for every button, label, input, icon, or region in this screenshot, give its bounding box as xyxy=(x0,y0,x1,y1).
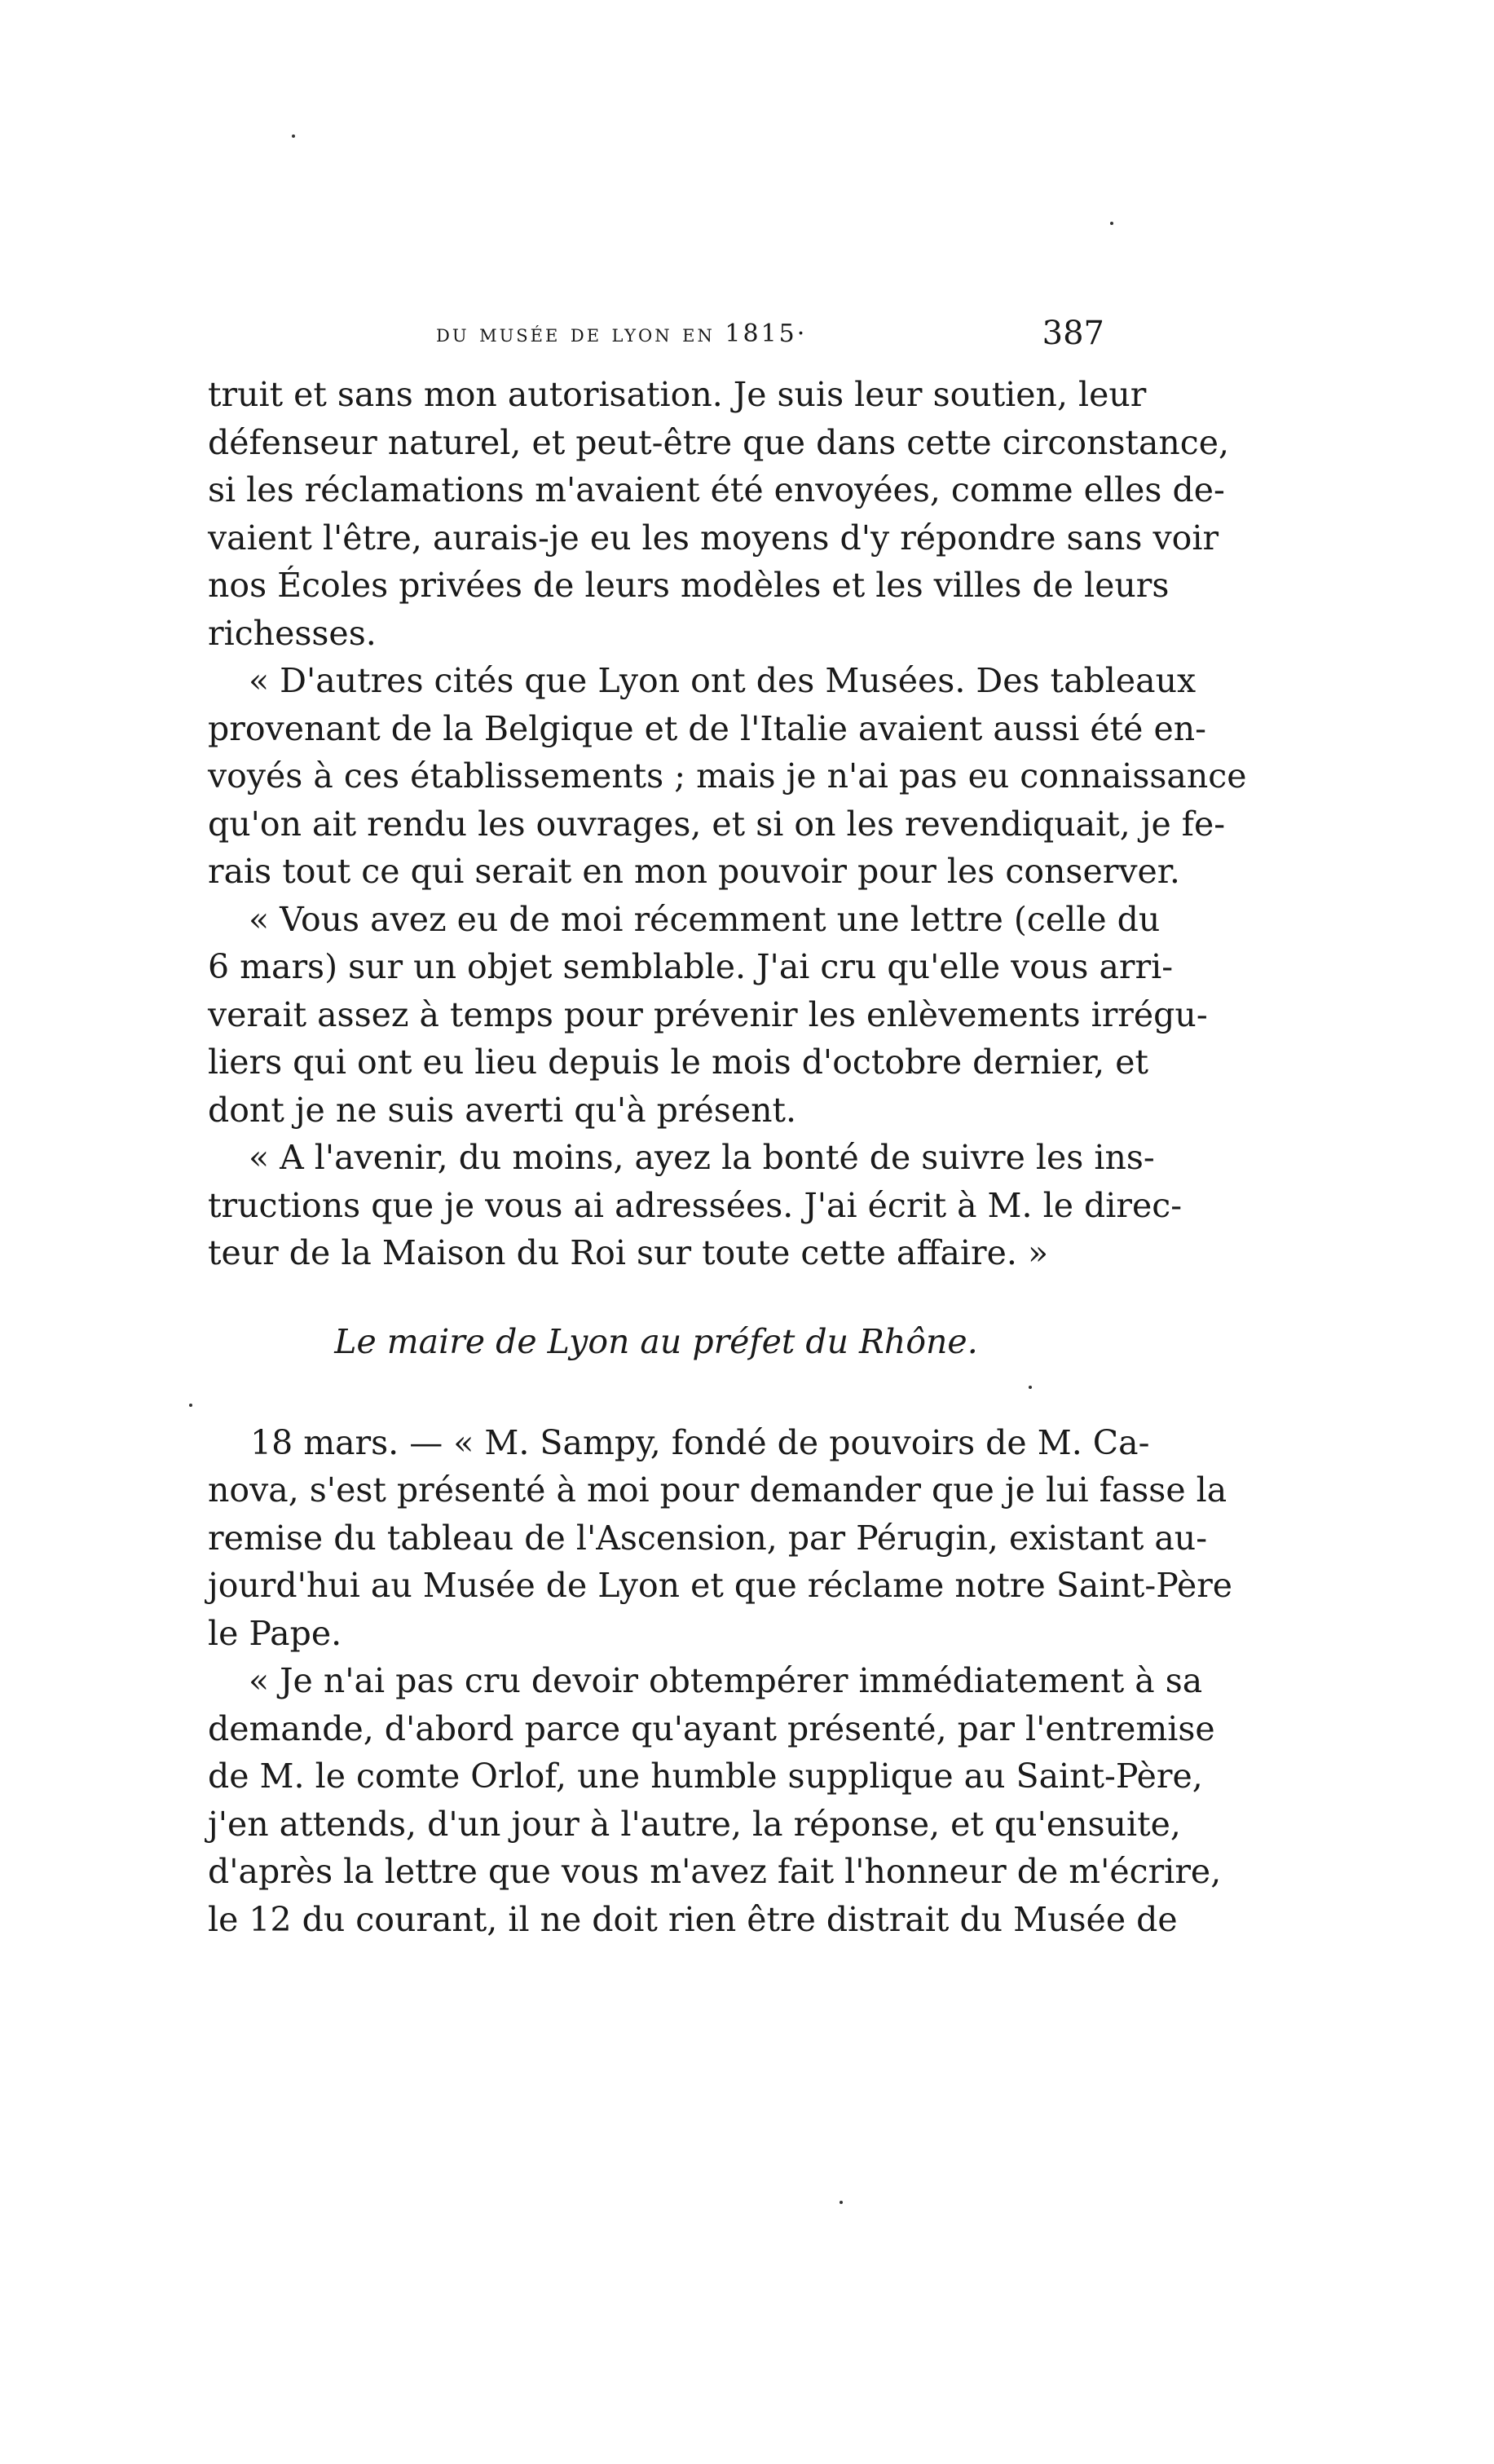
text-line: 6 mars) sur un objet semblable. J'ai cru qu'elle vous arri- xyxy=(208,947,1174,986)
text-line: qu'on ait rendu les ouvrages, et si on les revendiquait, je fe- xyxy=(208,804,1226,844)
paper-speck xyxy=(1110,222,1113,225)
text-line: le 12 du courant, il ne doit rien être distrait du Musée de xyxy=(208,1899,1178,1939)
text-line: rais tout ce qui serait en mon pouvoir pour les conserver. xyxy=(208,852,1180,891)
text-line: dont je ne suis averti qu'à présent. xyxy=(208,1090,797,1130)
paper-speck xyxy=(840,2201,843,2204)
text-line: voyés à ces établissements ; mais je n'ai pas eu connaissance xyxy=(208,756,1247,796)
text-line: 18 mars. — « M. Sampy, fondé de pouvoirs de M. Ca- xyxy=(250,1422,1150,1462)
text-line: verait assez à temps pour prévenir les enlèvements irrégu- xyxy=(208,994,1208,1034)
text-line: provenant de la Belgique et de l'Italie avaient aussi été en- xyxy=(208,708,1206,748)
text-line: demande, d'abord parce qu'ayant présenté, par l'entremise xyxy=(208,1708,1215,1748)
text-line: j'en attends, d'un jour à l'autre, la réponse, et qu'ensuite, xyxy=(208,1804,1181,1844)
text-line: remise du tableau de l'Ascension, par Pérugin, existant au- xyxy=(208,1518,1208,1558)
text-line: nos Écoles privées de leurs modèles et les villes de leurs xyxy=(208,566,1170,605)
text-line: si les réclamations m'avaient été envoyées, comme elles de- xyxy=(208,470,1225,509)
page-number: 387 xyxy=(1042,315,1104,352)
text-line: le Pape. xyxy=(208,1613,342,1653)
letter-heading: Le maire de Lyon au préfet du Rhône. xyxy=(334,1321,978,1361)
text-line: de M. le comte Orlof, une humble supplique au Saint-Père, xyxy=(208,1757,1203,1796)
text-line: truit et sans mon autorisation. Je suis leur soutien, leur xyxy=(208,375,1147,414)
paper-speck xyxy=(189,1404,192,1407)
text-line: tructions que je vous ai adressées. J'ai écrit à M. le direc- xyxy=(208,1185,1183,1225)
running-title: du musée de lyon en 1815· xyxy=(436,320,808,348)
text-line: défenseur naturel, et peut-être que dans cette circonstance, xyxy=(208,422,1230,462)
text-line: liers qui ont eu lieu depuis le mois d'octobre dernier, et xyxy=(208,1042,1148,1082)
text-line: teur de la Maison du Roi sur toute cette affaire. » xyxy=(208,1233,1049,1272)
text-line: « D'autres cités que Lyon ont des Musées. Des tableaux xyxy=(249,661,1197,700)
page-header xyxy=(208,315,1104,368)
paper-speck xyxy=(1029,1386,1032,1389)
body-text xyxy=(208,371,1247,1943)
text-line: richesses. xyxy=(208,613,377,653)
text-line: « Vous avez eu de moi récemment une lettre (celle du xyxy=(249,899,1161,939)
text-line: nova, s'est présenté à moi pour demander que je lui fasse la xyxy=(208,1470,1227,1510)
text-line: « A l'avenir, du moins, ayez la bonté de suivre les ins- xyxy=(249,1138,1155,1177)
text-line: vaient l'être, aurais-je eu les moyens d'y répondre sans voir xyxy=(208,518,1219,558)
text-line: jourd'hui au Musée de Lyon et que réclame notre Saint-Père xyxy=(208,1566,1233,1605)
text-line: d'après la lettre que vous m'avez fait l'honneur de m'écrire, xyxy=(208,1852,1222,1891)
text-line: « Je n'ai pas cru devoir obtempérer immédiatement à sa xyxy=(249,1661,1203,1700)
paper-speck xyxy=(292,134,295,138)
